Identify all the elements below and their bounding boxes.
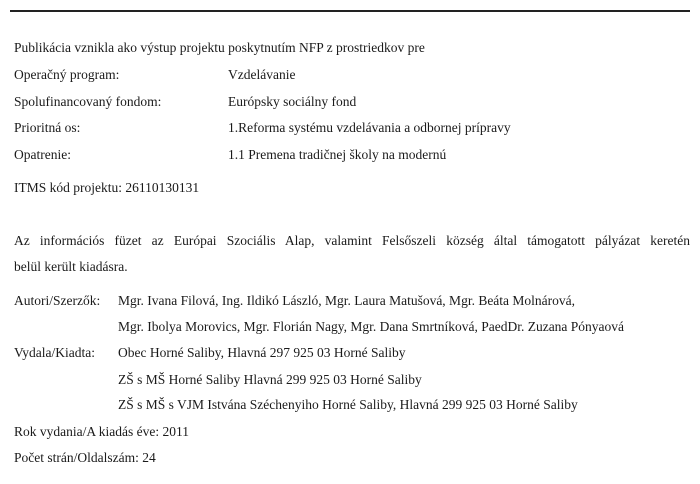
hungarian-note-line-1: Az információs füzet az Európai Szociális Alap, valamint Felsőszeli község által támogatott pályázat keretén [14, 233, 690, 248]
fund-row-label: Spolufinancovaný fondom: [14, 94, 162, 109]
priority-row-value: 1.Reforma systému vzdelávania a odbornej prípravy [228, 120, 511, 135]
authors-label: Autori/Szerzők: [14, 293, 101, 308]
page-count: Počet strán/Oldalszám: 24 [14, 450, 156, 465]
hungarian-note-line-2: belül került kiadásra. [14, 259, 128, 274]
measure-row-value: 1.1 Premena tradičnej školy na modernú [228, 147, 447, 162]
top-rule [10, 10, 690, 12]
priority-row-label: Prioritná os: [14, 120, 81, 135]
publisher-line-2: ZŠ s MŠ Horné Saliby Hlavná 299 925 03 Horné Saliby [118, 372, 422, 387]
publication-year: Rok vydania/A kiadás éve: 2011 [14, 424, 189, 439]
fund-row-value: Európsky sociálny fond [228, 94, 357, 109]
publisher-label: Vydala/Kiadta: [14, 345, 95, 360]
publisher-line-1: Obec Horné Saliby, Hlavná 297 925 03 Horné Saliby [118, 345, 406, 360]
measure-row-label: Opatrenie: [14, 147, 71, 162]
publisher-line-3: ZŠ s MŠ s VJM Istvána Széchenyiho Horné Saliby, Hlavná 299 925 03 Horné Saliby [118, 397, 578, 412]
itms-code: ITMS kód projektu: 26110130131 [14, 180, 200, 195]
authors-line-2: Mgr. Ibolya Morovics, Mgr. Florián Nagy, Mgr. Dana Smrtníková, PaedDr. Zuzana Pónyaová [118, 319, 625, 334]
intro-text: Publikácia vznikla ako výstup projektu poskytnutím NFP z prostriedkov pre [14, 40, 425, 55]
program-row-label: Operačný program: [14, 67, 120, 82]
program-row-value: Vzdelávanie [228, 67, 296, 82]
authors-line-1: Mgr. Ivana Filová, Ing. Ildikó László, Mgr. Laura Matušová, Mgr. Beáta Molnárová, [118, 293, 576, 308]
